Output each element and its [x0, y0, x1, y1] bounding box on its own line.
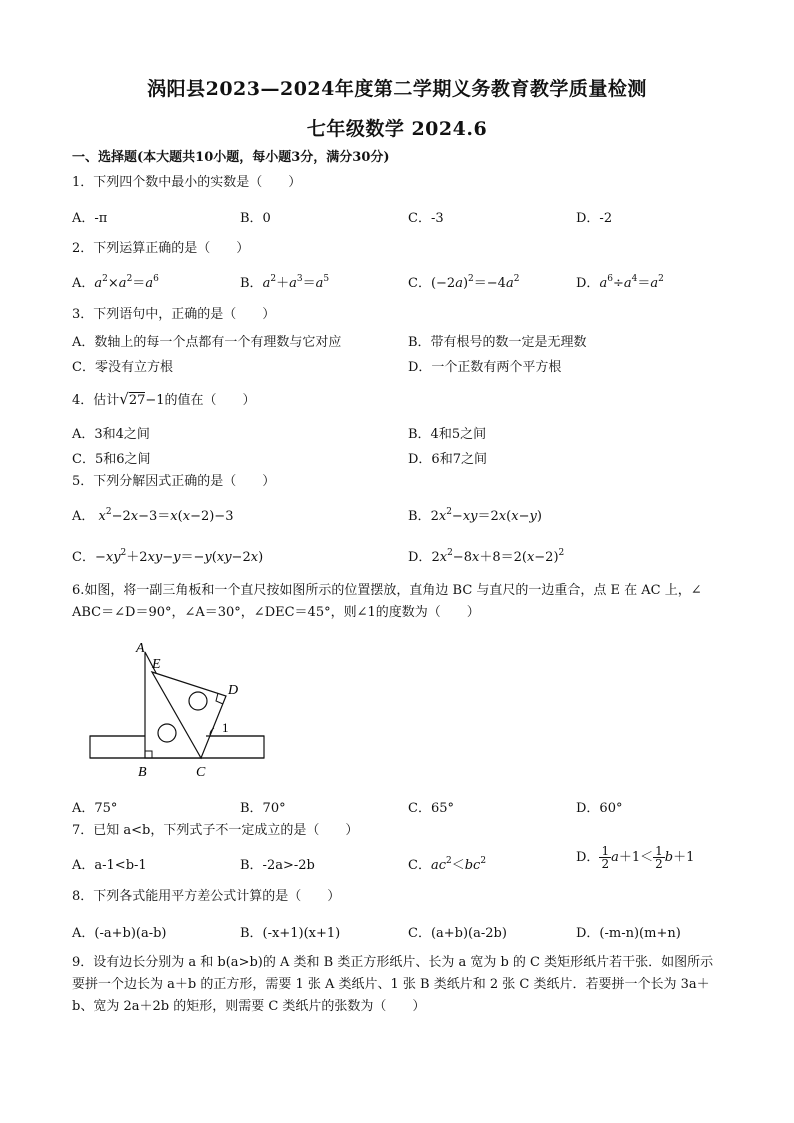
label-e: E [152, 657, 161, 672]
q7-option-b: B．-2a>-2b [240, 858, 315, 873]
label-angle-1: 1 [222, 720, 229, 735]
q6-option-c: C．65° [408, 801, 454, 816]
q8-options [72, 922, 732, 942]
q6-figure [86, 640, 276, 792]
q1-option-a: A．-π [72, 211, 108, 226]
q5-option-d: D．$2x^2-8x+8=2(x-2)^2$ [408, 548, 565, 565]
q5-option-c: C．$-xy^2+2xy-y=-y(xy-2x)$ [72, 548, 264, 565]
label-a: A [136, 641, 145, 656]
q8-option-d: D．(-m-n)(m+n) [576, 926, 681, 941]
q4-option-a: A．3和4之间 [72, 427, 150, 442]
q4-options-row2 [72, 448, 732, 468]
q3-options-row1 [72, 331, 732, 351]
q8-stem: 8．下列各式能用平方差公式计算的是（ ） [72, 889, 341, 904]
q8-option-a: A．(-a+b)(a-b) [72, 926, 167, 941]
q3-option-b: B．带有根号的数一定是无理数 [408, 335, 587, 350]
q5-options-row1 [72, 505, 732, 525]
q3-option-d: D．一个正数有两个平方根 [408, 360, 562, 375]
q1-options [72, 207, 732, 227]
q6-option-a: A．75° [72, 801, 118, 816]
label-b: B [138, 765, 147, 780]
q5-options-row2 [72, 546, 732, 566]
q2-stem: 2．下列运算正确的是（ ） [72, 241, 250, 256]
q9-line3: b、宽为 2a＋2b 的矩形，则需要 C 类纸片的张数为（ ） [72, 999, 426, 1014]
q2-option-b: B．$a^2+a^3=a^5$ [240, 274, 330, 291]
page-subtitle: 七年级数学 2024.6 [306, 118, 488, 140]
q1-stem: 1．下列四个数中最小的实数是（ ） [72, 175, 302, 190]
q9-line1: 9．设有边长分别为 a 和 b(a>b)的 A 类和 B 类正方形纸片、长为 a 宽为 b 的 C 类矩形纸片若干张．如图所示 [72, 955, 714, 970]
q3-option-a: A．数轴上的每一个点都有一个有理数与它对应 [72, 335, 342, 350]
page-title: 涡阳县2023—2024年度第二学期义务教育教学质量检测 [147, 78, 647, 100]
q6-stem [72, 580, 732, 624]
label-c: C [196, 765, 206, 780]
section-heading: 一、选择题(本大题共10小题，每小题3分，满分30分) [72, 150, 390, 165]
q7-option-a: A．a-1<b-1 [72, 858, 147, 873]
q6-stem-line2: ABC＝∠D＝90°，∠A＝30°，∠DEC＝45°，则∠1的度数为（ ） [72, 605, 480, 620]
q3-options-row2 [72, 356, 732, 376]
q7-option-d: D． $\frac{1}{2}$ a＋1＜ $\frac{1}{2}$ b＋1 [576, 844, 695, 871]
q8-option-c: C．(a+b)(a-2b) [408, 926, 507, 941]
q1-option-c: C．-3 [408, 211, 444, 226]
q8-option-b: B．(-x+1)(x+1) [240, 926, 341, 941]
q7-stem: 7．已知 a<b，下列式子不一定成立的是（ ） [72, 823, 359, 838]
q9-stem [72, 952, 732, 1018]
q4-options-row1 [72, 423, 732, 443]
q2-option-a: A．$a^2\times a^2=a^6$ [72, 274, 159, 291]
q3-stem: 3．下列语句中，正确的是（ ） [72, 307, 276, 322]
label-d: D [228, 683, 239, 698]
q4-option-d: D．6和7之间 [408, 452, 487, 467]
q4-option-b: B．4和5之间 [408, 427, 487, 442]
q6-option-b: B．70° [240, 801, 286, 816]
q4-option-c: C．5和6之间 [72, 452, 151, 467]
q6-option-d: D．60° [576, 801, 623, 816]
q5-option-a: A． $x^2-2x-3=x(x-2)-3$ [72, 507, 234, 524]
q6-stem-line1: 6.如图，将一副三角板和一个直尺按如图所示的位置摆放，直角边 BC 与直尺的一边重合，点 E 在 AC 上，∠ [72, 583, 702, 598]
q6-options [72, 797, 732, 817]
q1-option-d: D．-2 [576, 211, 613, 226]
q4-stem: 4．估计√27−1的值在（ ） [72, 390, 256, 408]
q2-option-c: C．$(-2a)^2=-4a^2$ [408, 274, 520, 291]
q7-options [72, 844, 732, 874]
q2-options [72, 272, 732, 292]
q5-option-b: B．$2x^2-xy=2x(x-y)$ [408, 507, 542, 524]
q2-option-d: D．$a^6\div a^4=a^2$ [576, 274, 664, 291]
q1-option-b: B．0 [240, 211, 271, 226]
q7-option-c: C．$ac^2<bc^2$ [408, 856, 487, 873]
q9-line2: 要拼一个边长为 a＋b 的正方形，需要 1 张 A 类纸片、1 张 B 类纸片和 2 张 C 类纸片．若要拼一个长为 3a＋ [72, 977, 710, 992]
q3-option-c: C．零没有立方根 [72, 360, 173, 375]
triangle-ruler-diagram [86, 640, 276, 788]
q5-stem: 5．下列分解因式正确的是（ ） [72, 474, 276, 489]
